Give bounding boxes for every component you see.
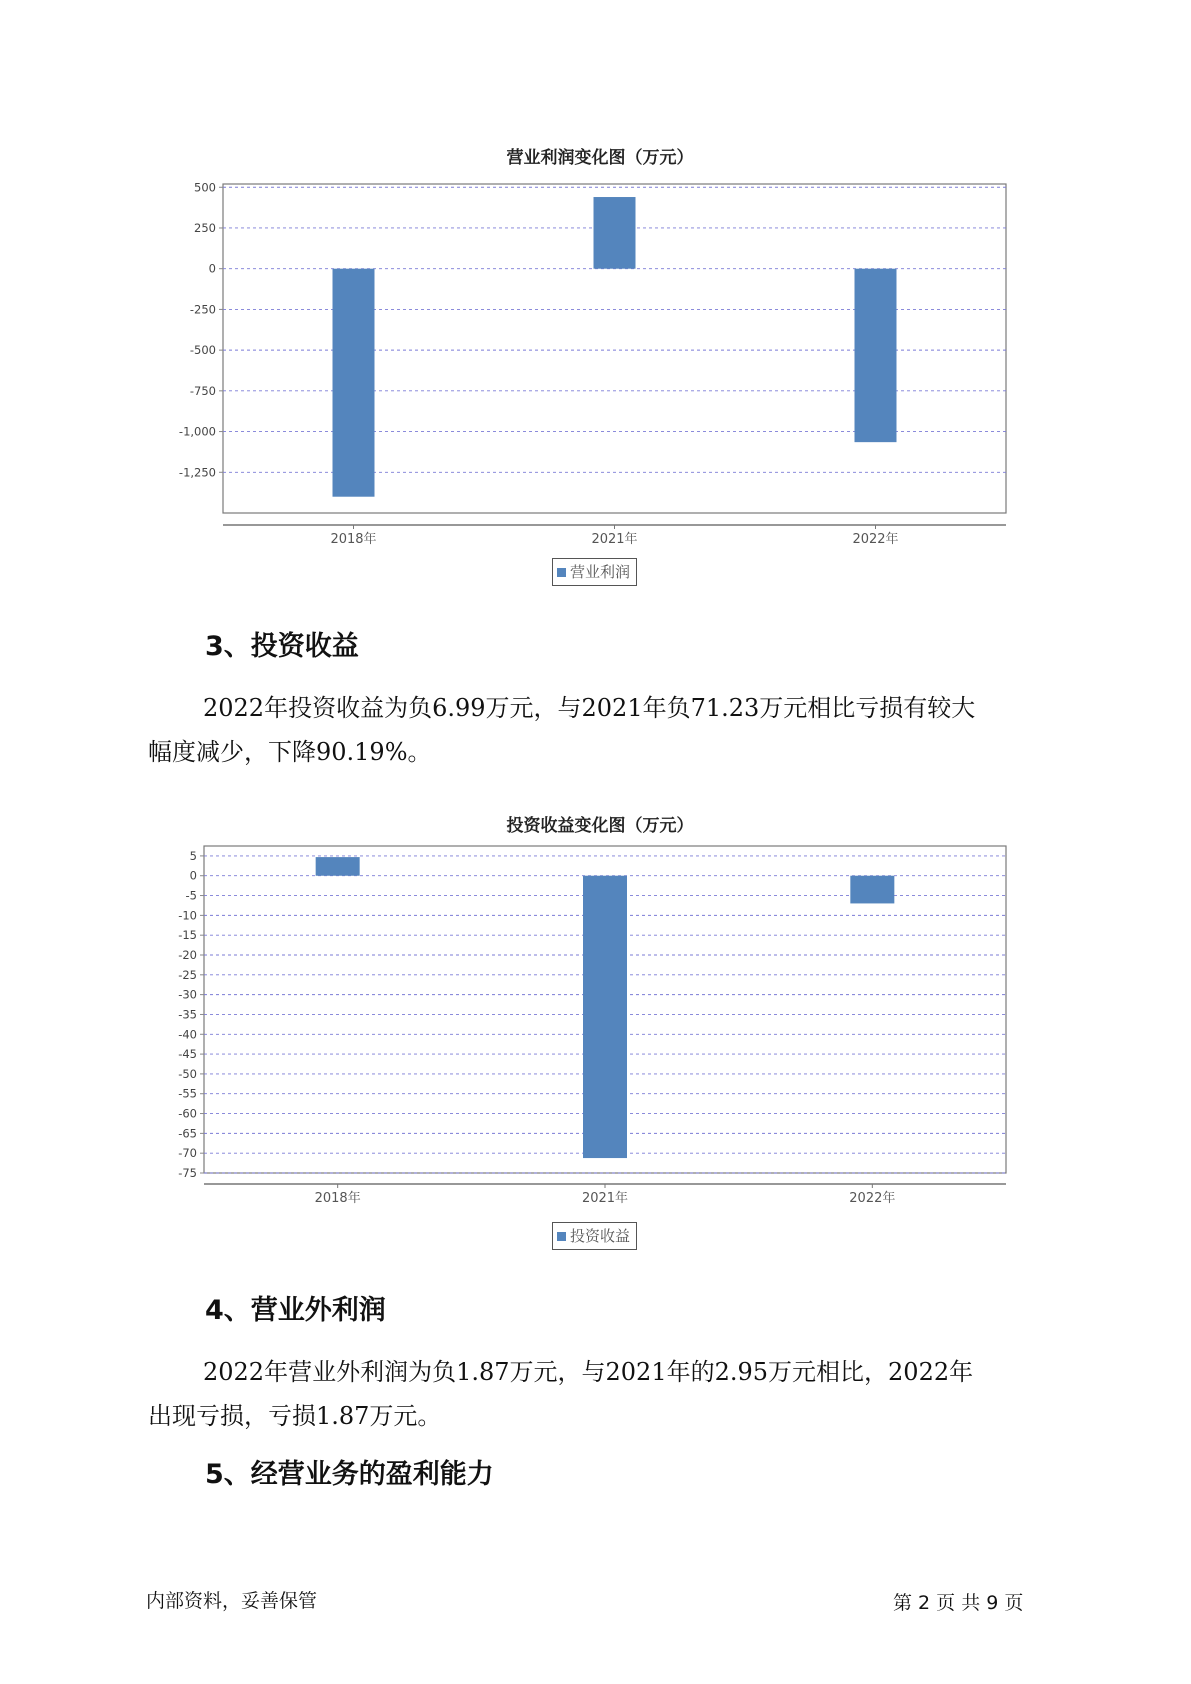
footer-page-number: 第 2 页 共 9 页 [893, 1592, 1024, 1614]
y-tick-label: -5 [185, 888, 197, 903]
chart2-legend-label: 投资收益 [570, 1227, 631, 1245]
x-tick-label: 2022年 [849, 1191, 896, 1206]
y-tick-label: -35 [178, 1007, 197, 1022]
heading-business-profitability: 5、经营业务的盈利能力 [205, 1459, 494, 1490]
y-tick-label: -500 [189, 343, 216, 358]
y-tick-label: -750 [189, 383, 216, 398]
chart2-legend [552, 1222, 637, 1250]
heading-non-operating-profit: 4、营业外利润 [205, 1295, 386, 1326]
y-tick-label: 5 [189, 848, 197, 863]
y-tick-label: 500 [194, 180, 216, 195]
y-tick-label: -10 [178, 908, 197, 923]
y-tick-label: -1,000 [178, 424, 216, 439]
y-tick-label: -25 [178, 967, 197, 982]
y-tick-label: -60 [178, 1106, 197, 1121]
y-tick-label: -250 [189, 302, 216, 317]
y-tick-label: -50 [178, 1066, 197, 1081]
y-tick-label: 250 [194, 220, 216, 235]
chart1-legend-label: 营业利润 [570, 563, 631, 581]
bar-2022年 [850, 876, 894, 904]
para-non-operating-profit-line1: 2022年营业外利润为负1.87万元，与2021年的2.95万元相比，2022年 [203, 1358, 974, 1386]
x-tick-label: 2022年 [852, 532, 899, 547]
y-tick-label: -20 [178, 948, 197, 962]
para-non-operating-profit-line2: 出现亏损，亏损1.87万元。 [148, 1402, 442, 1430]
y-tick-label: -1,250 [178, 465, 216, 480]
y-tick-label: -45 [178, 1047, 197, 1062]
x-tick-label: 2021年 [581, 1191, 629, 1206]
y-tick-label: -75 [178, 1166, 197, 1180]
y-tick-label: -55 [178, 1086, 197, 1101]
y-tick-label: 0 [189, 868, 197, 883]
y-tick-label: -40 [178, 1027, 197, 1042]
y-tick-label: -30 [178, 987, 197, 1002]
x-tick-label: 2018年 [314, 1191, 361, 1206]
x-tick-label: 2018年 [330, 532, 377, 547]
footer-confidential-note: 内部资料，妥善保管 [146, 1590, 318, 1612]
bar-2018年 [316, 857, 360, 876]
y-tick-label: -70 [178, 1146, 197, 1161]
y-tick-label: -65 [178, 1126, 197, 1141]
y-tick-label: -15 [178, 928, 197, 943]
x-tick-label: 2021年 [591, 532, 638, 547]
chart1-title: 营业利润变化图（万元） [506, 148, 694, 168]
y-tick-label: 0 [208, 261, 216, 276]
heading-investment-income: 3、投资收益 [205, 631, 359, 662]
bar-2021年 [583, 876, 627, 1158]
para-investment-income-line2: 幅度减少，下降90.19%。 [148, 738, 432, 766]
legend-swatch-icon [557, 1232, 566, 1241]
chart2-title: 投资收益变化图（万元） [506, 816, 694, 836]
para-investment-income-line1: 2022年投资收益为负6.99万元，与2021年负71.23万元相比亏损有较大 [203, 694, 976, 722]
